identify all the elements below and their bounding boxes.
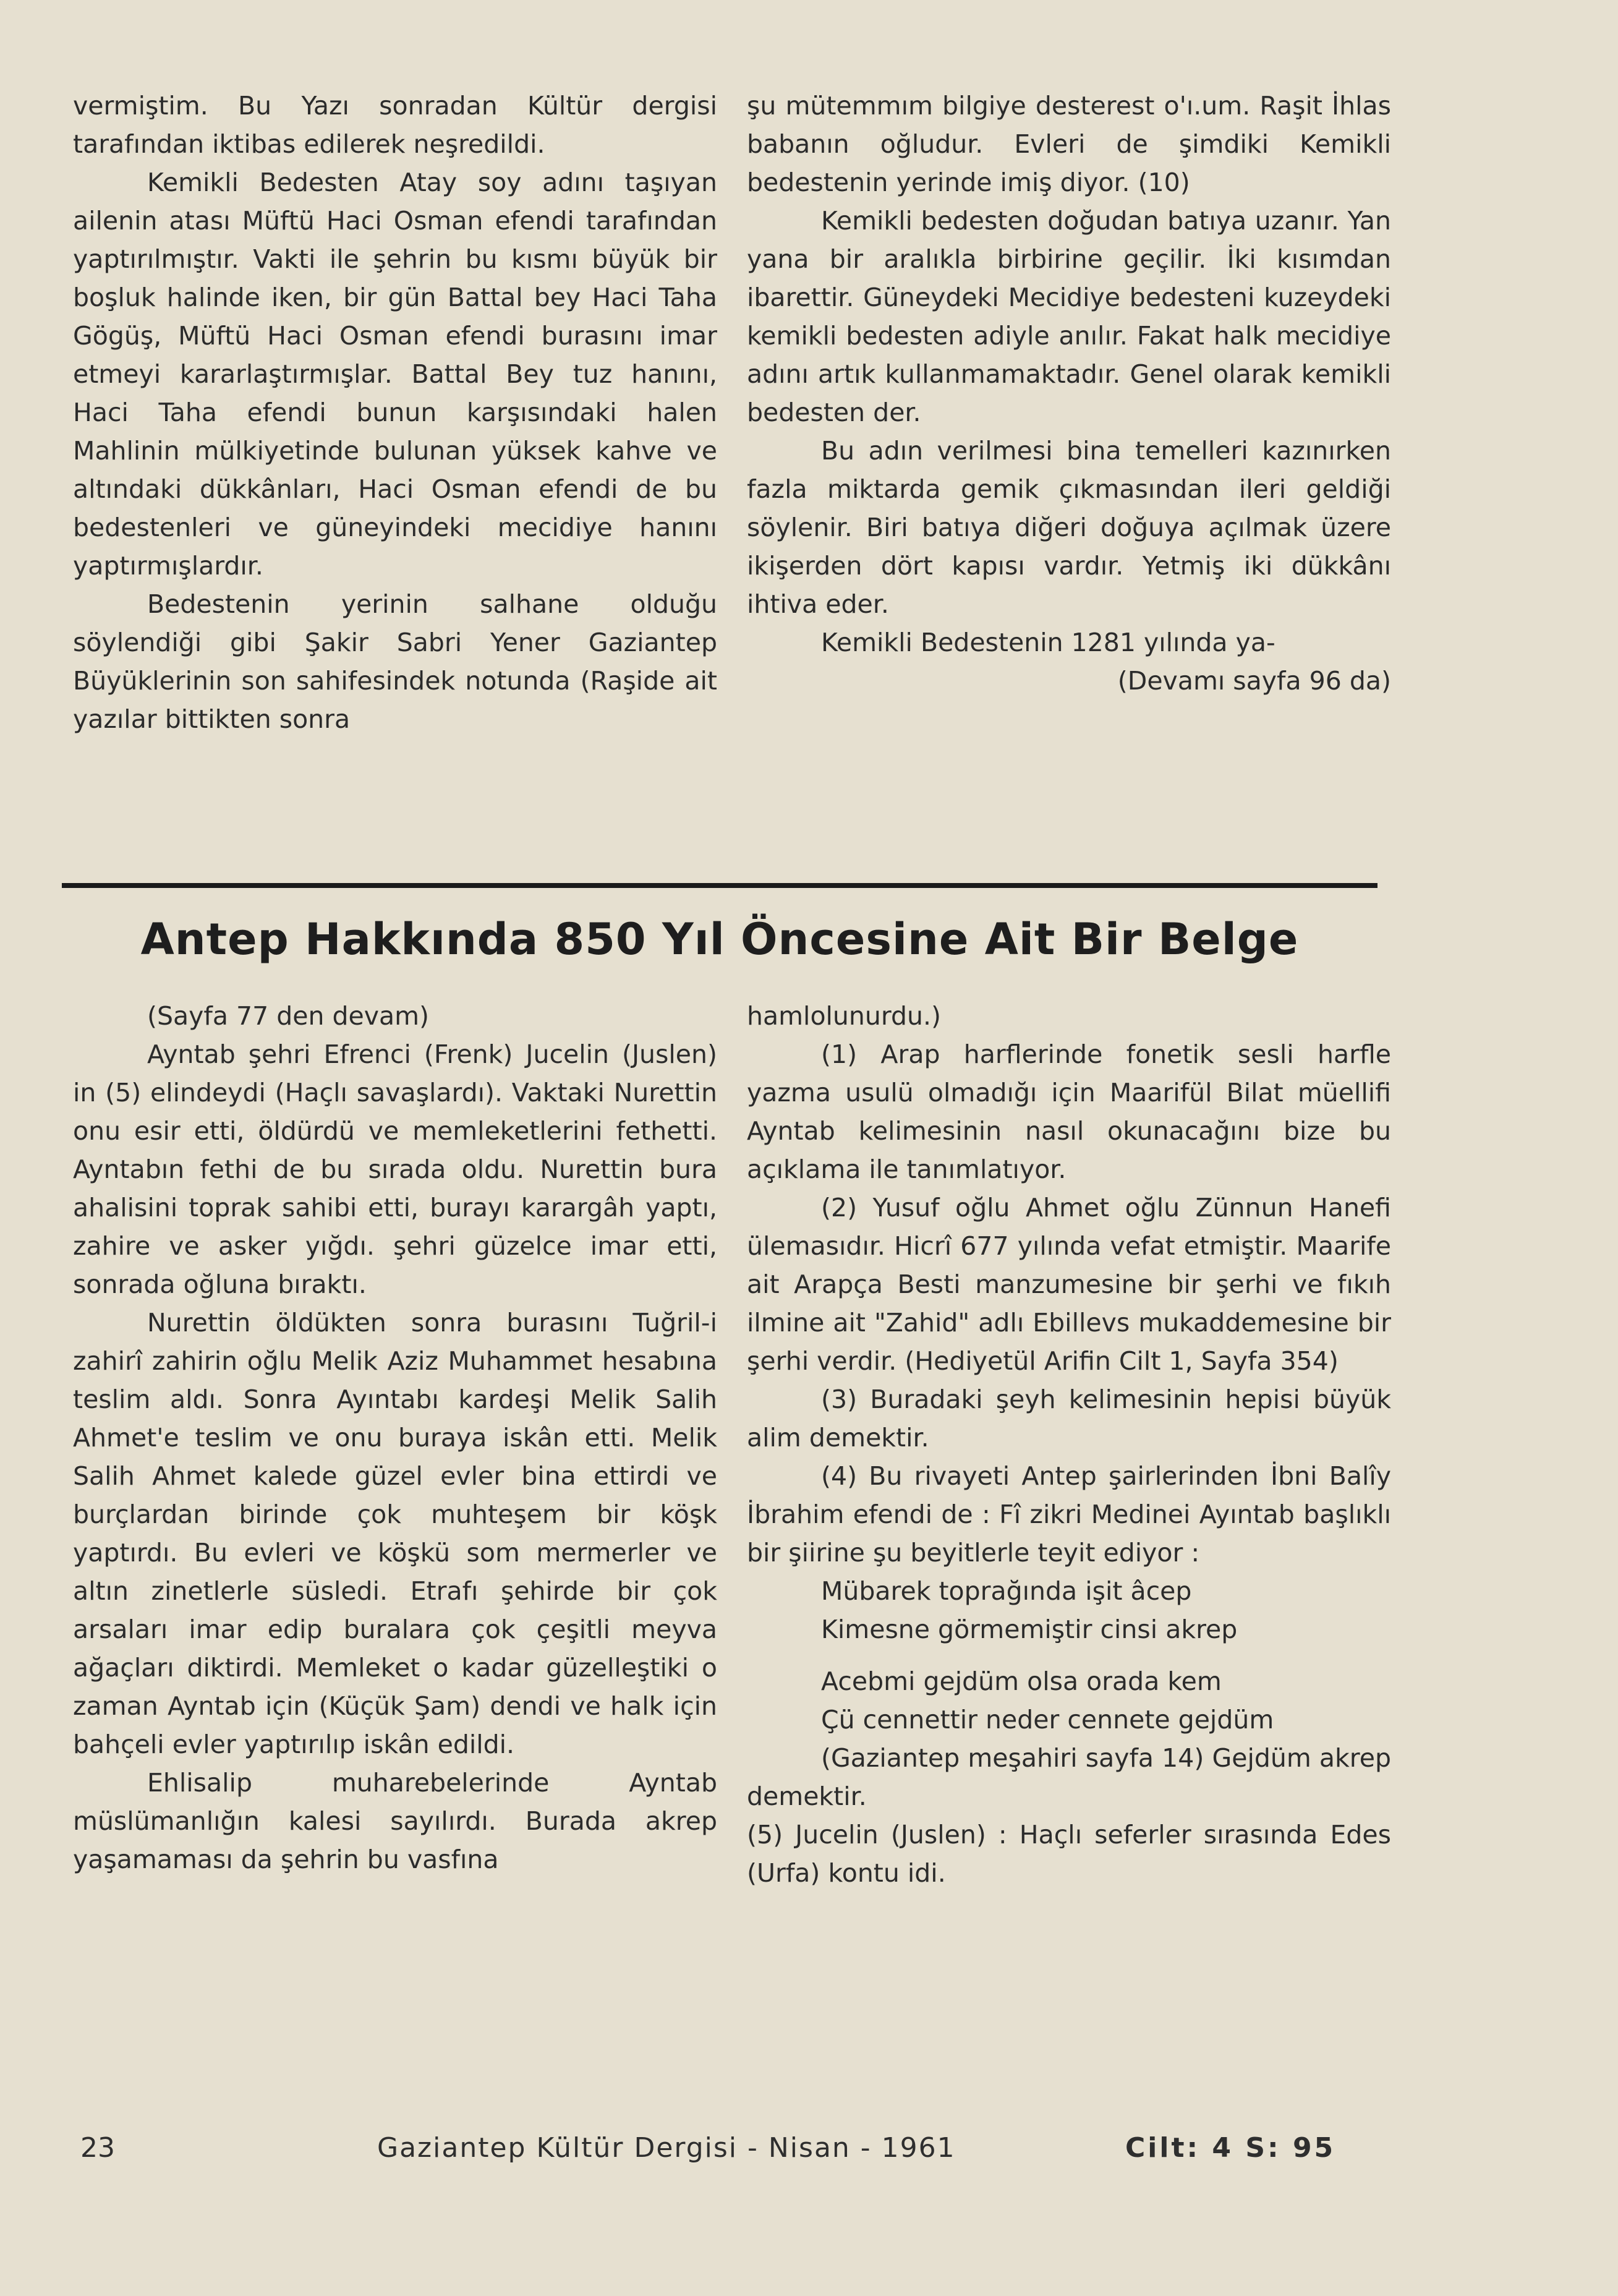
- article-column-bottom-right: [747, 997, 1391, 1892]
- article-column-bottom-left: [73, 997, 717, 1879]
- paragraph: Çü cennettir neder cennete gejdüm: [821, 1705, 1274, 1735]
- paragraph: Ehlisalip muharebelerinde Ayntab müslümanlığın kalesi sayılırdı. Burada akrep yaşamaması da şehrin bu vasfına: [73, 1768, 717, 1874]
- paragraph: Kemikli Bedesten Atay soy adını taşıyan ailenin atası Müftü Haci Osman efendi tarafından yaptırılmıştır. Vakti ile şehrin bu kısmı büyük bir boşluk halinde iken, bir gün Battal bey Haci Taha Gögüş, Müftü Haci Osman efendi burasını imar etmeyi kararlaştırmışlar. Battal Bey tuz hanını, Haci Taha efendi bunun karşısındaki halen Mahlinin mülkiyetinde bulunan yüksek kahve ve altındaki dükkânları, Haci Osman efendi de bu bedestenleri ve güneyindeki mecidiye hanını yaptırmışlardır.: [73, 168, 717, 581]
- journal-name: Gaziantep Kültür Dergisi - Nisan - 1961: [377, 2132, 956, 2164]
- article-column-top-left: [73, 87, 717, 738]
- section-divider: [62, 883, 1377, 888]
- paragraph: (4) Bu rivayeti Antep şairlerinden İbni Balîy İbrahim efendi de : Fî zikri Medinei Ayıntab başlıklı bir şiirine şu beyitlerle teyit ediyor :: [747, 1461, 1391, 1568]
- paragraph: Bedestenin yerinin salhane olduğu söylendiği gibi Şakir Sabri Yener Gaziantep Büyüklerinin son sahifesindek notunda (Raşide ait yazılar bittikten sonra: [73, 589, 717, 734]
- article-column-top-right: [747, 87, 1391, 700]
- paragraph: (Gaziantep meşahiri sayfa 14) Gejdüm akrep demektir.: [747, 1743, 1391, 1811]
- paragraph: (2) Yusuf oğlu Ahmet oğlu Zünnun Hanefi ülemasıdır. Hicrî 677 yılında vefat etmiştir. Maarife ait Arapça Besti manzumesine bir şerhi ve fıkıh ilmine ait "Zahid" adlı Ebillevs mukaddemesine bir şerhi verdir. (Hediyetül Arifin Cilt 1, Sayfa 354): [747, 1193, 1391, 1376]
- paragraph: (3) Buradaki şeyh kelimesinin hepisi büyük alim demektir.: [747, 1385, 1391, 1453]
- paragraph: Nurettin öldükten sonra burasını Tuğril-i zahirî zahirin oğlu Melik Aziz Muhammet hesabına teslim aldı. Sonra Ayıntabı kardeşi Melik Salih Ahmet'e teslim ve onu buraya iskân etti. Melik Salih Ahmet kalede güzel evler bina ettirdi ve burçlardan birinde çok muhteşem bir köşk yaptırdı. Bu evleri ve köşkü som mermerler ve altın zinetlerle süsledi. Etrafı şehirde bir çok arsaları imar edip buralara çok çeşitli meyva ağaçları diktirdi. Memleket o kadar güzelleştiki o zaman Ayntab için (Küçük Şam) dendi ve halk için bahçeli evler yaptırılıp iskân edildi.: [73, 1308, 717, 1759]
- paragraph: Ayntab şehri Efrenci (Frenk) Jucelin (Juslen) in (5) elindeydi (Haçlı savaşlardı). Vaktaki Nurettin onu esir etti, öldürdü ve memleketlerini fethetti. Ayntabın fethi de bu sırada oldu. Nurettin bura ahalisini toprak sahibi etti, burayı karargâh yaptı, zahire ve asker yığdı. şehri güzelce imar etti, sonrada oğluna bıraktı.: [73, 1039, 717, 1299]
- paragraph: hamlolunurdu.): [747, 1001, 942, 1031]
- page-number: 23: [80, 2132, 115, 2164]
- paragraph: Kemikli bedesten doğudan batıya uzanır. Yan yana bir aralıkla birbirine geçilir. İki kısımdan ibarettir. Güneydeki Mecidiye bedesteni kuzeydeki kemikli bedesten adiyle anılır. Fakat halk mecidiye adını artık kullanmamaktadır. Genel olarak kemikli bedesten der.: [747, 206, 1391, 427]
- paragraph: şu mütemmım bilgiye desterest o'ı.um. Raşit İhlas babanın oğludur. Evleri de şimdiki Kemikli bedestenin yerinde imiş diyor. (10): [747, 91, 1391, 197]
- paragraph: Kemikli Bedestenin 1281 yılında ya-: [821, 628, 1275, 657]
- paragraph: Acebmi gejdüm olsa orada kem: [821, 1667, 1222, 1696]
- article-title: Antep Hakkında 850 Yıl Öncesine Ait Bir Belge: [140, 914, 1299, 965]
- paragraph: vermiştim. Bu Yazı sonradan Kültür dergisi tarafından iktibas edilerek neşredildi.: [73, 91, 717, 159]
- paragraph: (1) Arap harflerinde fonetik sesli harfle yazma usulü olmadığı için Maarifül Bilat müellifi Ayntab kelimesinin nasıl okunacağını bize bu açıklama ile tanımlatıyor.: [747, 1039, 1391, 1184]
- paragraph: Mübarek toprağında işit âcep: [821, 1576, 1192, 1606]
- paragraph: Kimesne görmemiştir cinsi akrep: [821, 1615, 1238, 1644]
- paragraph: (5) Jucelin (Juslen) : Haçlı seferler sırasında Edes (Urfa) kontu idi.: [747, 1820, 1391, 1888]
- volume-issue: Cilt: 4 S: 95: [1125, 2132, 1336, 2164]
- paragraph: (Devamı sayfa 96 da): [1117, 666, 1391, 696]
- paragraph: Bu adın verilmesi bina temelleri kazınırken fazla miktarda gemik çıkmasından ileri geldiği söylenir. Biri batıya diğeri doğuya açılmak üzere ikişerden dört kapısı vardır. Yetmiş iki dükkânı ihtiva eder.: [747, 436, 1391, 619]
- paragraph: (Sayfa 77 den devam): [147, 1001, 430, 1031]
